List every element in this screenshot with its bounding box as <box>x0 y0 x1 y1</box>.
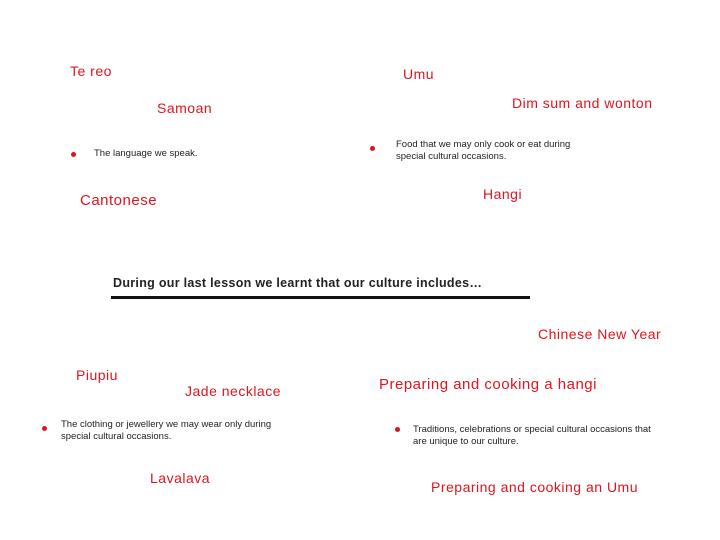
bullet-icon <box>71 152 76 157</box>
word-umu[interactable]: Umu <box>403 66 435 82</box>
category-food[interactable]: Food that we may only cook or eat during special cultural occasions. <box>396 139 571 162</box>
word-jade-necklace[interactable]: Jade necklace <box>185 383 282 399</box>
word-te-reo[interactable]: Te reo <box>70 63 112 79</box>
bullet-icon <box>395 427 400 432</box>
lesson-heading: During our last lesson we learnt that our culture includes… <box>113 276 483 290</box>
word-preparing-umu[interactable]: Preparing and cooking an Umu <box>431 479 639 495</box>
word-cantonese[interactable]: Cantonese <box>80 192 158 209</box>
category-language[interactable]: The language we speak. <box>94 148 198 159</box>
word-samoan[interactable]: Samoan <box>157 100 213 116</box>
heading-underline <box>111 296 530 299</box>
word-hangi[interactable]: Hangi <box>483 186 523 202</box>
bullet-icon <box>42 426 47 431</box>
category-clothing[interactable]: The clothing or jewellery we may wear only during special cultural occasions. <box>61 419 272 442</box>
word-dim-sum[interactable]: Dim sum and wonton <box>512 95 653 111</box>
word-lavalava[interactable]: Lavalava <box>150 470 211 486</box>
word-chinese-new-year[interactable]: Chinese New Year <box>538 326 662 342</box>
word-preparing-hangi[interactable]: Preparing and cooking a hangi <box>379 376 597 393</box>
word-piupiu[interactable]: Piupiu <box>76 367 118 383</box>
category-traditions[interactable]: Traditions, celebrations or special cultural occasions that are unique to our culture. <box>413 424 651 447</box>
bullet-icon <box>370 146 375 151</box>
